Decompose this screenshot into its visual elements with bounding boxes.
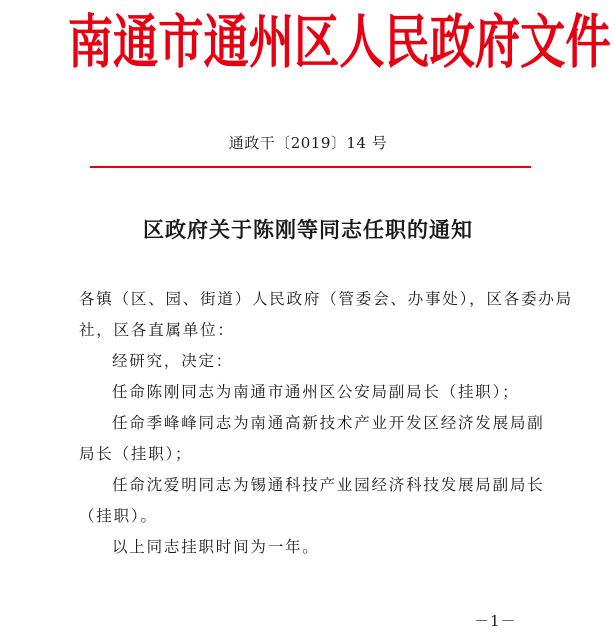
paragraph-appointment-1: 任命陈刚同志为南通市通州区公安局副局长（挂职）； <box>112 383 520 401</box>
addressee-line-2: 社，区各直属单位： <box>79 321 235 339</box>
paragraph-appointment-2-line-2: 局长（挂职）； <box>79 445 193 463</box>
document-number: 通政干〔2019〕14 号 <box>228 134 388 152</box>
paragraph-appointment-2-line-1: 任命季峰峰同志为南通高新技术产业开发区经济发展局副 <box>112 414 545 432</box>
addressee-line-1: 各镇（区、园、街道）人民政府（管委会、办事处），区各委办局 <box>79 290 573 308</box>
red-divider-line <box>90 166 531 168</box>
notice-title: 区政府关于陈刚等同志任职的通知 <box>143 217 473 242</box>
paragraph-decision: 经研究，决定： <box>112 352 234 370</box>
paragraph-appointment-3-line-1: 任命沈爱明同志为锡通科技产业园经济科技发展局副局长 <box>112 476 545 494</box>
page-number: －1－ <box>474 612 517 630</box>
issuer-header-title: 南通市通州区人民政府文件 <box>67 8 611 76</box>
paragraph-term-duration: 以上同志挂职时间为一年。 <box>112 538 320 556</box>
paragraph-appointment-3-line-2: （挂职）。 <box>79 507 158 525</box>
